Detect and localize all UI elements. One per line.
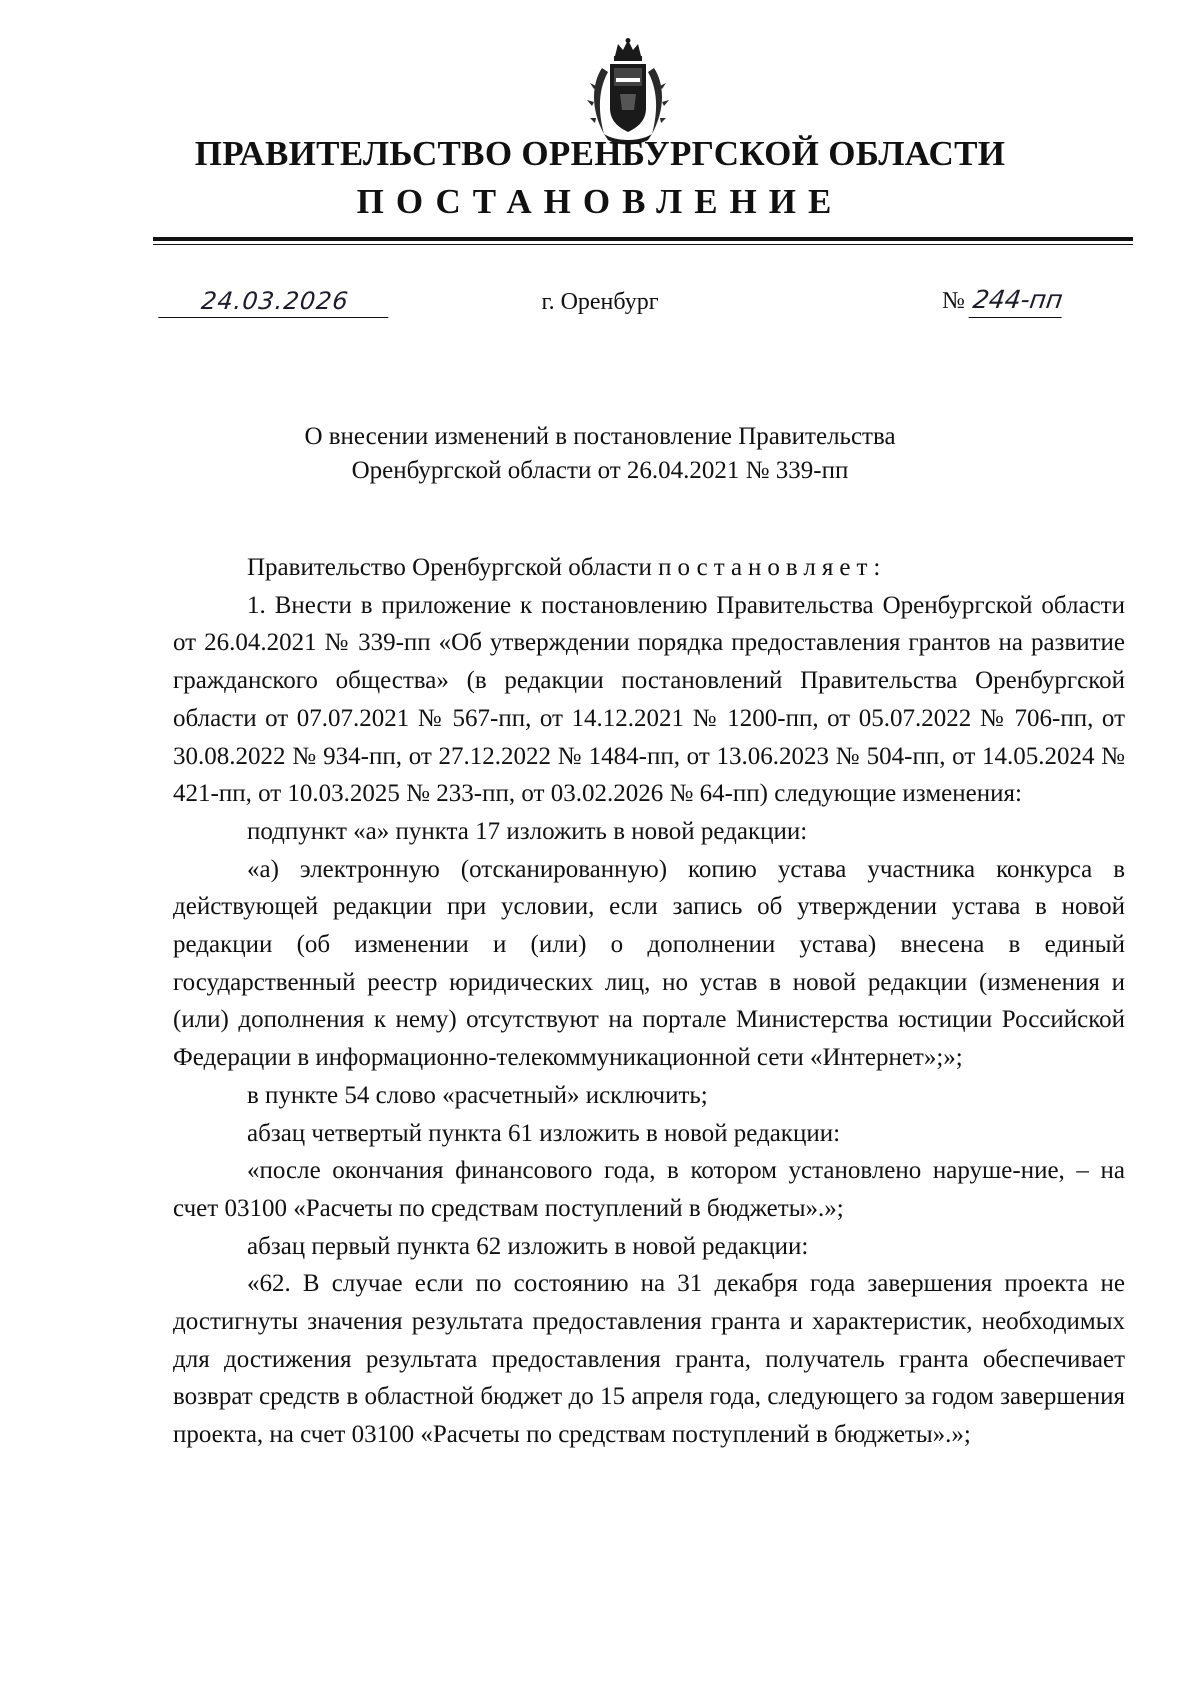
- document-city: г. Оренбург: [541, 289, 659, 315]
- organization-title: ПРАВИТЕЛЬСТВО ОРЕНБУРГСКОЙ ОБЛАСТИ: [194, 134, 1006, 173]
- document-number-field: [942, 283, 1064, 318]
- number-sign: №: [942, 288, 965, 314]
- document-number: 244-пп: [968, 283, 1066, 318]
- body-paragraph: «а) электронную (отсканированную) копию устава участника конкурса в действующей редакции при условии, если запись об утверждении устава в новой редакции (об изменении и (или) о дополнении устава) внесена в единый государственный реестр юридических лиц, но устав в новой редакции (изменения и (или) дополнения к нему) отсутствуют на портале Министерства юстиции Российской Федерации в информационно-телекоммуникационной сети «Интернет»;»;: [173, 855, 1125, 1072]
- subject-line-2: Оренбургской области от 26.04.2021 № 339-пп: [351, 457, 849, 484]
- body-paragraph: 1. Внести в приложение к постановлению Правительства Оренбургской области от 26.04.2021 № 339-пп «Об утверждении порядка предоставления грантов на развитие гражданского общества» (в редакции постановлений Правительства Оренбургской области от 07.07.2021 № 567-пп, от 14.12.2021 № 1200-пп, от 05.07.2022 № 706-пп, от 30.08.2022 № 934-пп, от 27.12.2022 № 1484-пп, от 13.06.2023 № 504-пп, от 14.05.2024 № 421-пп, от 10.03.2025 № 233-пп, от 03.02.2026 № 64-пп) следующие изменения:: [173, 591, 1125, 808]
- header-divider-thin: [153, 244, 1133, 245]
- document-type-title: ПОСТАНОВЛЕНИЕ: [356, 182, 844, 221]
- body-paragraph: в пункте 54 слово «расчетный» исключить;: [247, 1081, 708, 1109]
- body-paragraph: «62. В случае если по состоянию на 31 декабря года завершения проекта не достигнуты значения результата предоставления гранта и характеристик, необходимых для достижения результата предоставления гранта, получатель гранта обеспечивает возврат средств в областной бюджет до 15 апреля года, следующего за годом завершения проекта, на счет 03100 «Расчеты по средствам поступлений в бюджеты».»;: [173, 1270, 1125, 1449]
- body-paragraph: абзац четвертый пункта 61 изложить в новой редакции:: [247, 1119, 841, 1147]
- document-subject: [0, 420, 1200, 488]
- preamble: [173, 549, 1125, 587]
- coat-of-arms-icon: [582, 38, 674, 146]
- body-paragraph: «после окончания финансового года, в котором установлено наруше-ние, – на счет 03100 «Расчеты по средствам поступлений в бюджеты».»;: [173, 1157, 1125, 1222]
- document-date: 24.03.2026: [158, 285, 391, 318]
- document-body: [173, 549, 1125, 1454]
- preamble-verb: постановляет:: [658, 554, 887, 581]
- header-divider-thick: [153, 237, 1133, 241]
- body-paragraph: подпункт «а» пункта 17 изложить в новой редакции:: [247, 817, 808, 845]
- preamble-prefix: Правительство Оренбургской области: [247, 554, 659, 581]
- subject-line-1: О внесении изменений в постановление Правительства: [304, 423, 896, 450]
- body-paragraph: абзац первый пункта 62 изложить в новой редакции:: [247, 1232, 809, 1260]
